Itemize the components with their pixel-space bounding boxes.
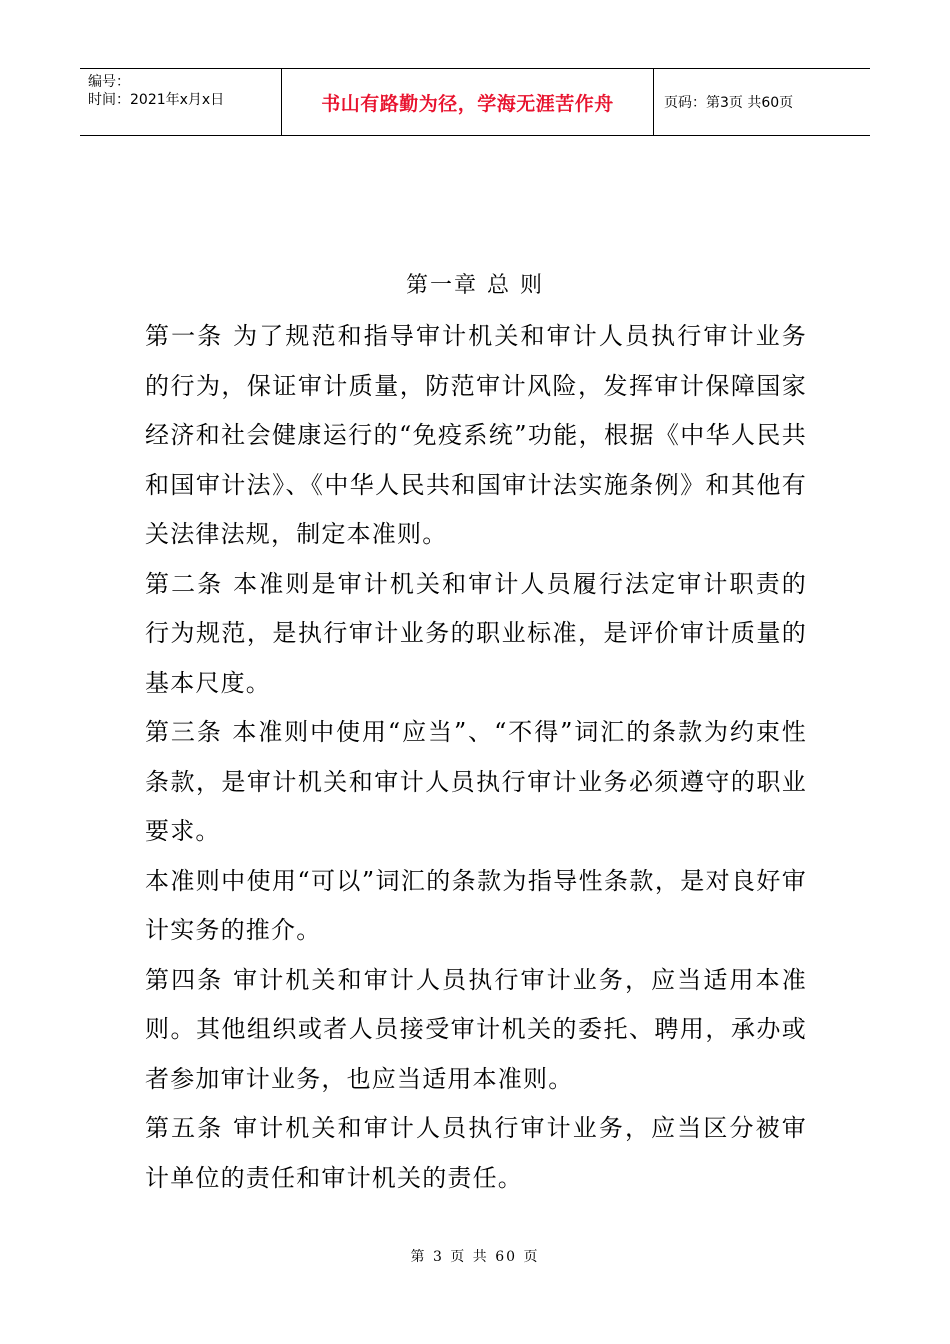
paragraph-article-1: 第一条 为了规范和指导审计机关和审计人员执行审计业务的行为，保证审计质量，防范审计风险，发挥审计保障国家经济和社会健康运行的“免疫系统”功能，根据《中华人民共和国审计法》、《中华人民共和国审计法实施条例》和其他有关法律法规，制定本准则。 — [145, 322, 807, 548]
header-page-info: 页码：第3页 共60页 — [664, 95, 794, 111]
document-number-label: 编号： — [88, 74, 130, 90]
paragraph-article-3: 第三条 本准则中使用“应当”、“不得”词汇的条款为约束性条款，是审计机关和审计人员执行审计业务必须遵守的职业要求。 — [145, 718, 807, 845]
header-motto-cell — [282, 69, 654, 135]
paragraph-article-2: 第二条 本准则是审计机关和审计人员履行法定审计职责的行为规范，是执行审计业务的职业标准，是评价审计质量的基本尺度。 — [145, 569, 807, 697]
page-header — [80, 68, 870, 136]
page-footer: 第 3 页 共 60 页 — [410, 1249, 540, 1265]
header-meta-cell — [80, 69, 282, 135]
paragraph-article-4: 第四条 审计机关和审计人员执行审计业务，应当适用本准则。其他组织或者人员接受审计机关的委托、聘用，承办或者参加审计业务，也应当适用本准则。 — [145, 965, 807, 1093]
document-body — [145, 312, 807, 1203]
header-page-cell — [654, 69, 870, 135]
header-motto: 书山有路勤为径，学海无涯苦作舟 — [321, 92, 614, 115]
chapter-title: 第一章 总 则 — [406, 273, 544, 298]
paragraph-article-5: 第五条 审计机关和审计人员执行审计业务，应当区分被审计单位的责任和审计机关的责任。 — [145, 1114, 807, 1192]
paragraph-article-3-note: 本准则中使用“可以”词汇的条款为指导性条款，是对良好审计实务的推介。 — [145, 866, 807, 944]
document-date-label: 时间：2021年x月x日 — [88, 92, 225, 108]
